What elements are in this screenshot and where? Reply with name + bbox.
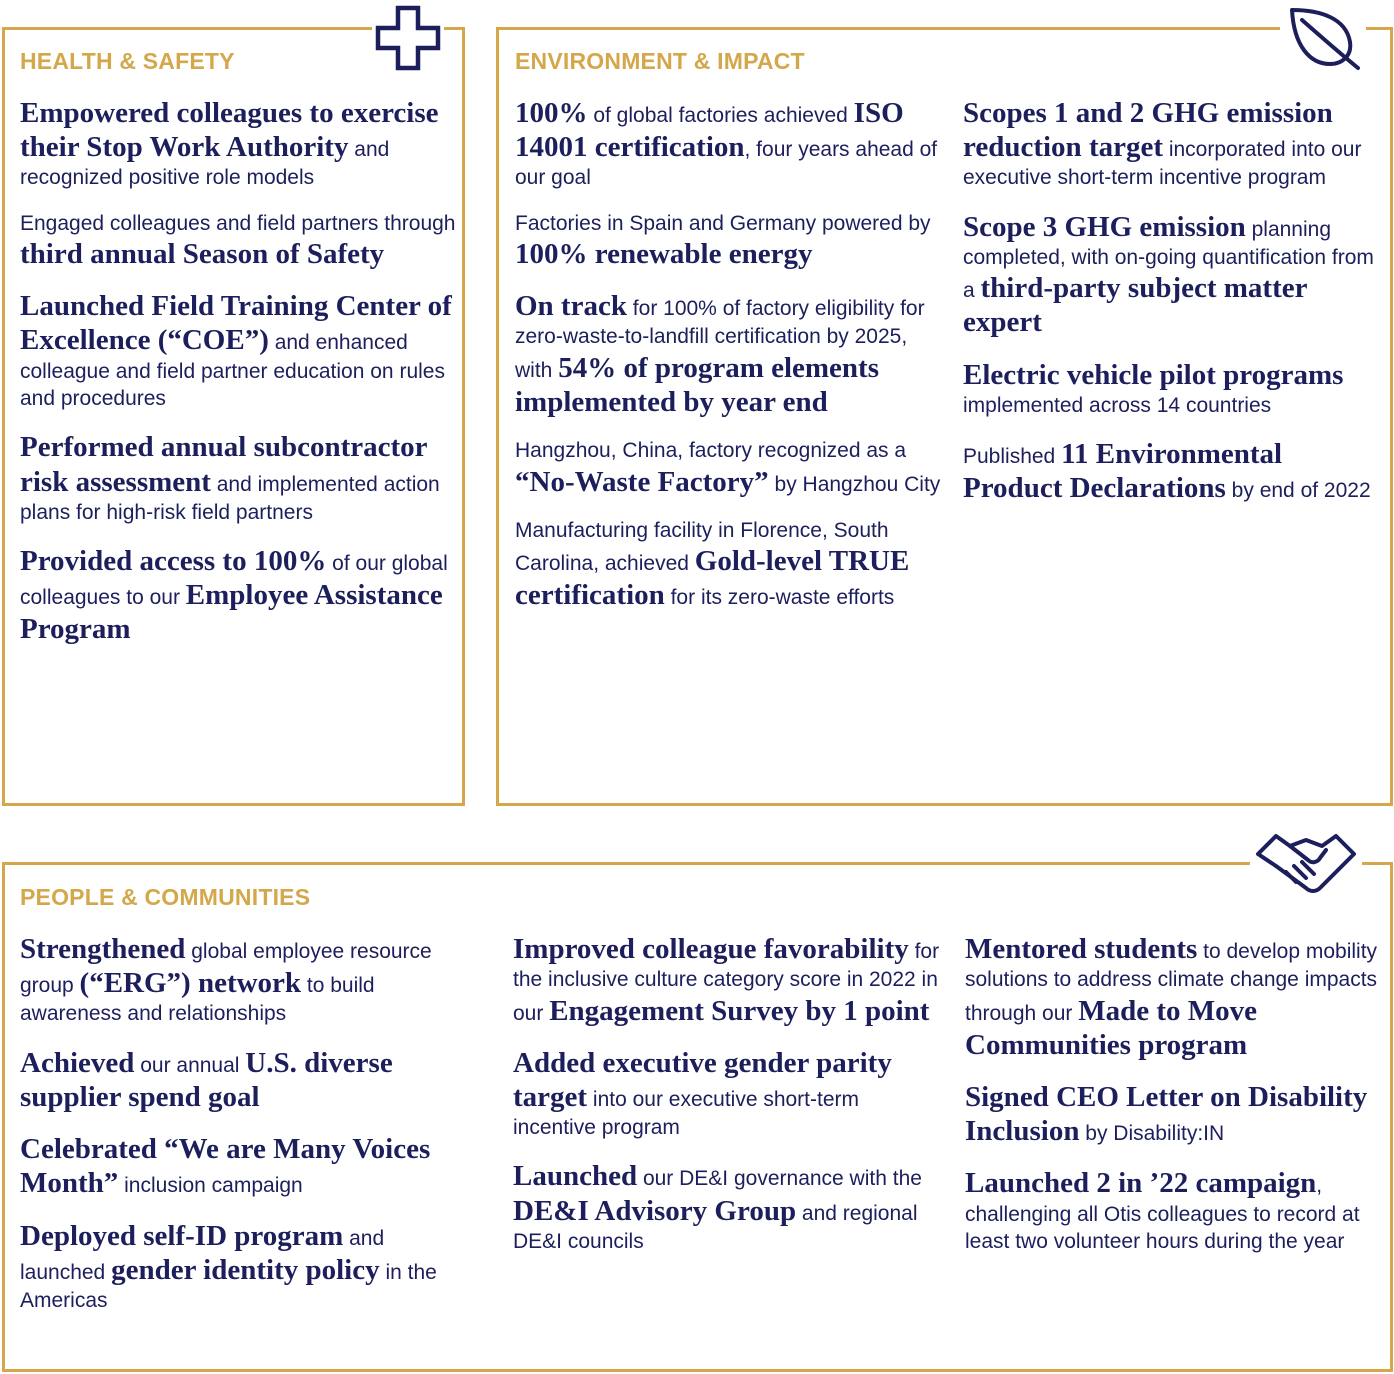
health-safety-list xyxy=(20,96,460,665)
list-item xyxy=(963,437,1383,505)
body-text: Manufacturing facility in Florence, South Carolina, achieved xyxy=(515,518,889,576)
list-item xyxy=(965,1080,1383,1148)
body-text: our DE&I governance with the xyxy=(637,1167,922,1191)
list-item xyxy=(515,289,947,419)
body-text: Hangzhou, China, factory recognized as a xyxy=(515,439,907,463)
body-text: of our global colleagues to our xyxy=(20,552,448,610)
highlight-text: third-party subject matter expert xyxy=(963,272,1307,339)
list-item xyxy=(20,544,460,647)
highlight-text: Scope 3 GHG emission xyxy=(963,210,1246,243)
highlight-text: 100% renewable energy xyxy=(515,238,813,271)
people-communities-list-middle xyxy=(513,932,943,1273)
body-text: for the inclusive culture category score in 2022 in our xyxy=(513,940,940,1025)
highlight-text: 11 Environmental Product Declarations xyxy=(963,438,1283,505)
body-text: and regional DE&I councils xyxy=(513,1201,918,1253)
body-text: and launched xyxy=(20,1226,385,1284)
highlight-text: Achieved xyxy=(20,1046,135,1079)
list-item xyxy=(515,517,947,613)
highlight-text: Launched xyxy=(513,1160,638,1193)
body-text: our annual xyxy=(134,1053,246,1077)
list-item xyxy=(513,932,943,1028)
body-text: Published xyxy=(963,445,1062,469)
body-text: into our executive short-term incentive program xyxy=(513,1087,860,1140)
leaf-icon xyxy=(1280,4,1366,72)
list-item xyxy=(20,1046,465,1114)
highlight-text: U.S. diverse supplier spend goal xyxy=(20,1046,393,1113)
highlight-text: Strengthened xyxy=(20,933,186,965)
people-communities-list-left xyxy=(20,932,465,1332)
body-text: and recognized positive role models xyxy=(20,138,390,190)
highlight-text: “No-Waste Factory” xyxy=(515,465,769,498)
highlight-text: Employee Assistance Program xyxy=(20,579,443,646)
list-item xyxy=(20,430,460,526)
list-item xyxy=(963,358,1383,420)
list-item xyxy=(20,96,460,192)
highlight-text: On track xyxy=(515,290,627,323)
body-text: global employee resource group xyxy=(20,940,432,998)
people-communities-title: PEOPLE & COMMUNITIES xyxy=(20,884,311,910)
highlight-text: Signed CEO Letter on Disability Inclusion xyxy=(965,1080,1368,1148)
body-text: by Hangzhou City xyxy=(768,472,941,496)
body-text: incorporated into our executive short-term incentive program xyxy=(963,138,1362,190)
body-text: in the Americas xyxy=(20,1260,437,1313)
plus-cross-icon xyxy=(372,2,444,74)
body-text: , four years ahead of our goal xyxy=(515,138,938,190)
body-text: Factories in Spain and Germany powered by xyxy=(515,211,931,235)
list-item xyxy=(963,210,1383,340)
body-text: planning completed, with on-going quantification from a xyxy=(963,217,1374,303)
body-text: , challenging all Otis colleagues to record at least two volunteer hours during the year xyxy=(965,1174,1360,1253)
list-item xyxy=(965,1166,1383,1255)
highlight-text: Improved colleague favorability xyxy=(513,933,909,965)
list-item xyxy=(20,1219,465,1315)
body-text: to develop mobility solutions to address climate change impacts through our xyxy=(965,940,1378,1025)
body-text: of global factories achieved xyxy=(587,104,854,127)
highlight-text: Made to Move Communities program xyxy=(965,994,1258,1061)
list-item xyxy=(20,210,460,272)
body-text: and enhanced colleague and field partner education on rules and procedures xyxy=(20,331,445,410)
body-text: for 100% of factory eligibility for zero-waste-to-landfill certification by 2025, with xyxy=(515,297,925,382)
body-text: implemented across 14 countries xyxy=(963,393,1272,417)
highlight-text: Launched 2 in ’22 campaign xyxy=(965,1167,1317,1200)
highlight-text: Added executive gender parity target xyxy=(513,1046,892,1113)
highlight-text: Deployed self-ID program xyxy=(20,1219,344,1252)
highlight-text: 100% xyxy=(515,97,588,129)
health-safety-title: HEALTH & SAFETY xyxy=(20,48,235,74)
list-item xyxy=(515,96,947,192)
body-text: by end of 2022 xyxy=(1225,479,1371,503)
list-item xyxy=(513,1046,943,1142)
highlight-text: Performed annual subcontractor risk assessment xyxy=(20,431,428,498)
environment-impact-list-right xyxy=(963,96,1383,524)
body-text: and implemented action plans for high-risk field partners xyxy=(20,472,440,524)
highlight-text: gender identity policy xyxy=(111,1253,380,1286)
body-text: to build awareness and relationships xyxy=(20,974,375,1026)
list-item xyxy=(20,932,465,1028)
highlight-text: 54% of program elements implemented by year end xyxy=(515,351,879,418)
list-item xyxy=(513,1159,943,1255)
highlight-text: Engagement Survey by 1 point xyxy=(549,994,930,1027)
highlight-text: Mentored students xyxy=(965,933,1198,965)
highlight-text: Scopes 1 and 2 GHG emission reduction target xyxy=(963,97,1333,164)
highlight-text: third annual Season of Safety xyxy=(20,238,385,271)
highlight-text: (“ERG”) network xyxy=(79,967,302,1000)
list-item xyxy=(963,96,1383,192)
list-item xyxy=(515,437,947,499)
body-text: Engaged colleagues and field partners through xyxy=(20,211,456,235)
body-text: inclusion campaign xyxy=(118,1174,303,1198)
highlight-text: DE&I Advisory Group xyxy=(513,1194,797,1227)
people-communities-list-right xyxy=(965,932,1383,1273)
highlight-text: Celebrated “We are Many Voices Month” xyxy=(20,1133,431,1200)
list-item xyxy=(965,932,1383,1062)
list-item xyxy=(20,289,460,412)
handshake-icon xyxy=(1250,826,1362,898)
body-text: by Disability:IN xyxy=(1079,1122,1225,1146)
highlight-text: ISO 14001 certification xyxy=(515,97,904,164)
list-item xyxy=(20,1132,465,1200)
highlight-text: Electric vehicle pilot programs xyxy=(963,358,1344,391)
highlight-text: Empowered colleagues to exercise their Stop Work Authority xyxy=(20,97,439,164)
body-text: for its zero-waste efforts xyxy=(664,586,895,610)
highlight-text: Gold-level TRUE certification xyxy=(515,545,910,612)
highlight-text: Provided access to 100% xyxy=(20,545,327,578)
environment-impact-list-left xyxy=(515,96,947,630)
highlight-text: Launched Field Training Center of Excellence (“COE”) xyxy=(20,290,452,357)
environment-impact-title: ENVIRONMENT & IMPACT xyxy=(515,48,805,74)
list-item xyxy=(515,210,947,272)
